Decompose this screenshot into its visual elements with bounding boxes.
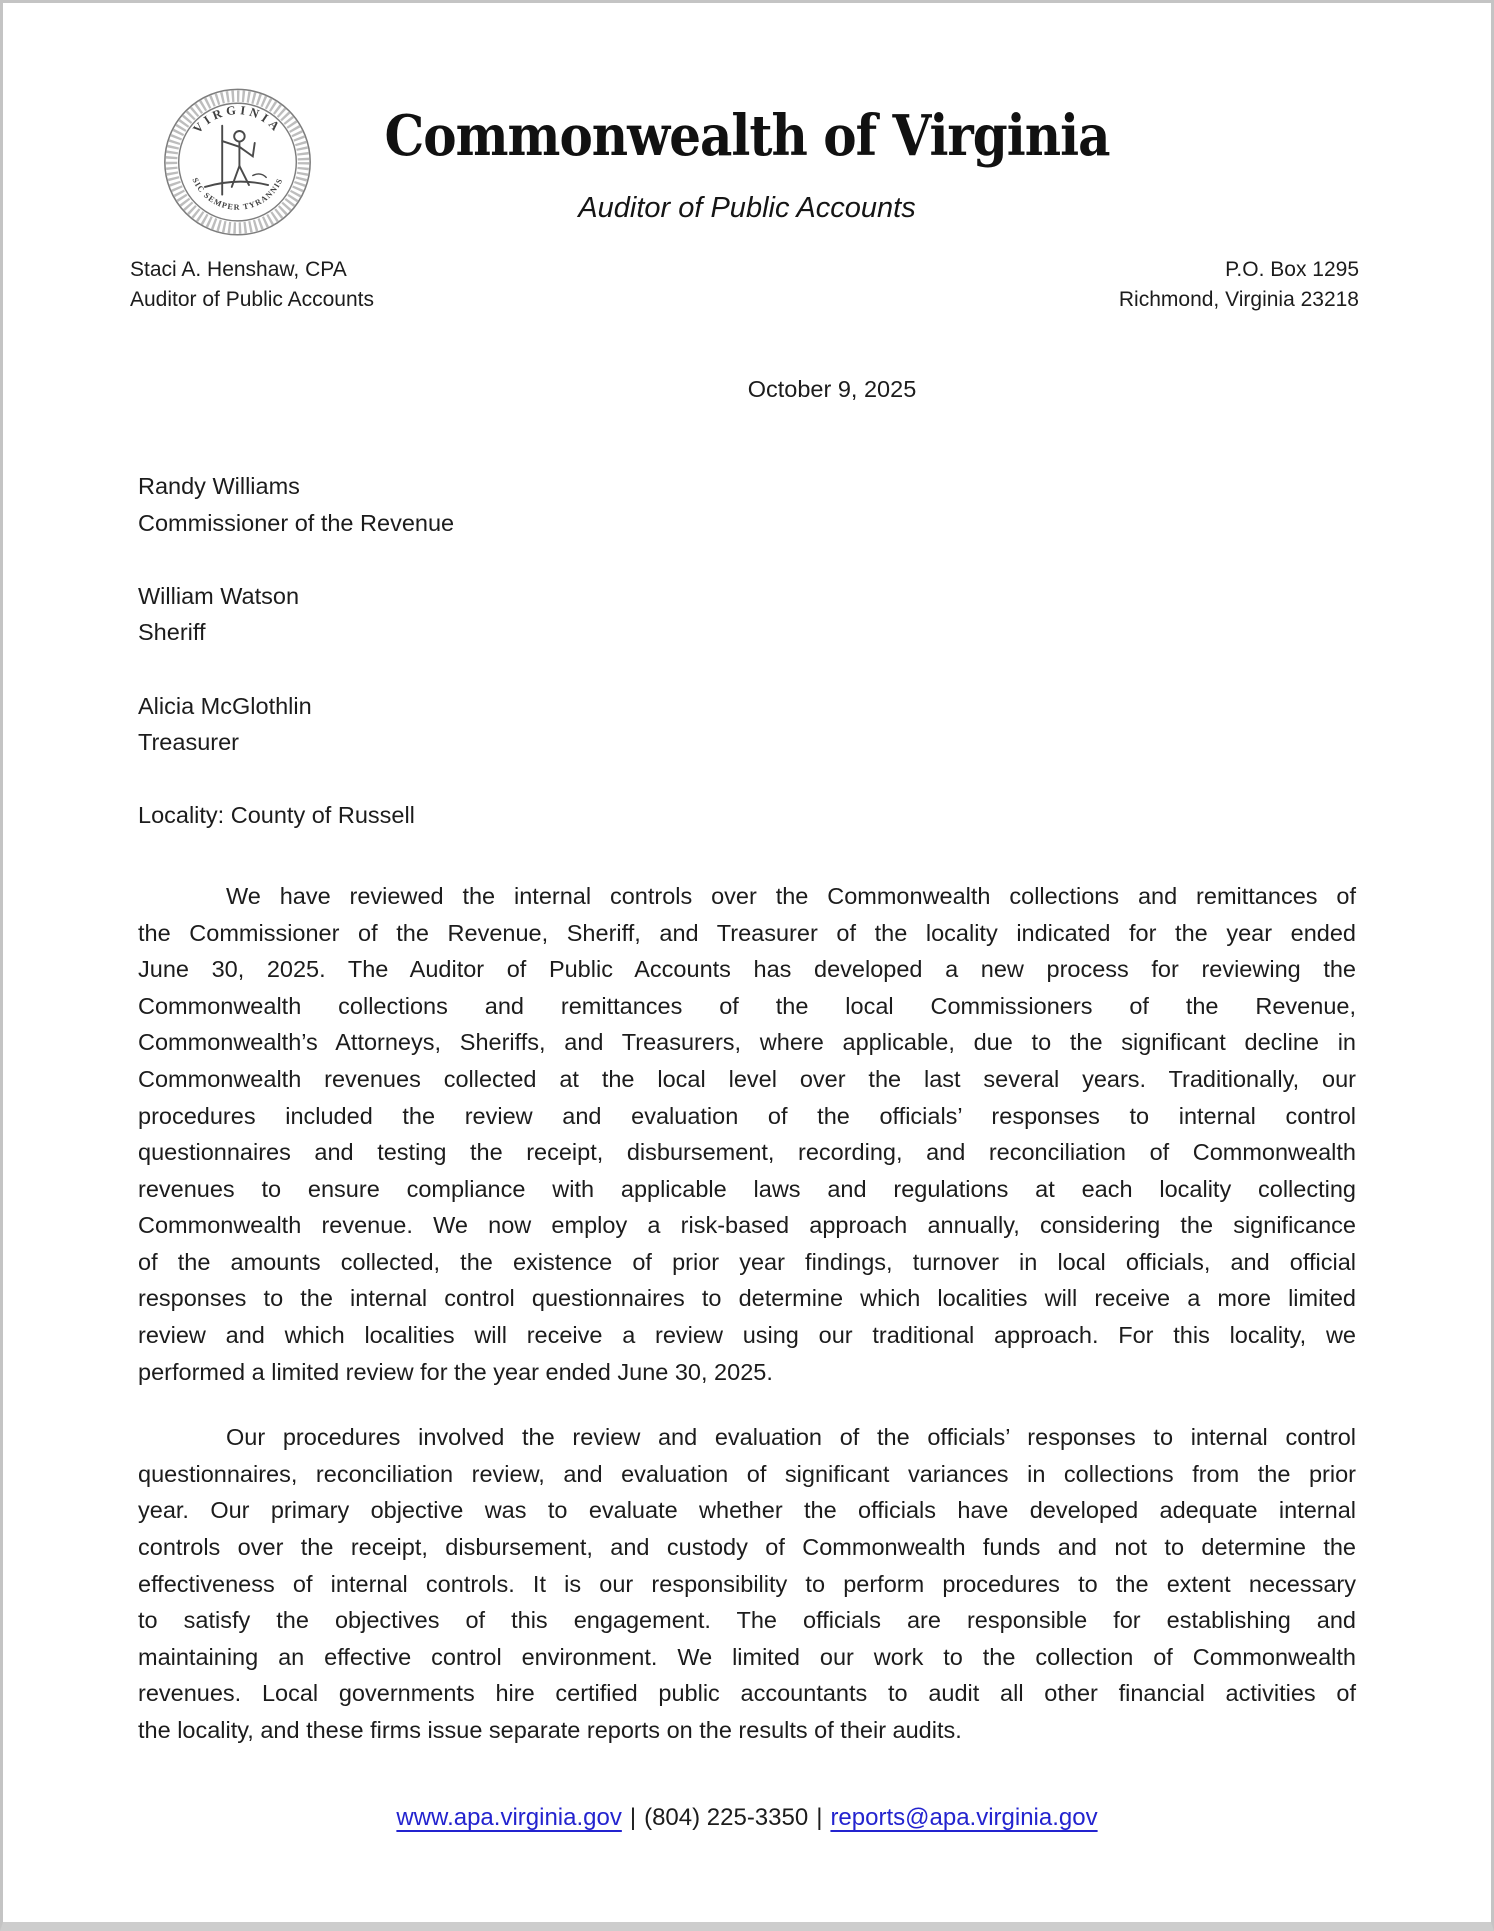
recipient-name: Randy Williams [138,473,300,499]
paragraph-line: procedures included the review and evaluation of the officials’ responses to internal control [138,1102,1356,1129]
recipient-name: William Watson [138,582,300,609]
paragraph-line: responses to the internal control questionnaires to determine which localities will receive a more limited [138,1285,1356,1312]
locality-line: Locality: County of Russell [138,802,415,829]
office-address-block [1119,255,1359,315]
recipient-block [138,688,1491,761]
paragraph-line: questionnaires, reconciliation review, and evaluation of significant variances in collections from the prior [138,1460,1356,1487]
date-line [3,371,1491,408]
email-link[interactable]: reports@apa.virginia.gov [830,1803,1098,1831]
recipient-block [138,578,1491,651]
letter-body [138,878,1356,1749]
paragraph-line: questionnaires and testing the receipt, disbursement, recording, and reconciliation of Commonwealth [138,1139,1356,1166]
paragraph-line: performed a limited review for the year ended June 30, 2025. [138,1358,773,1385]
paragraph-line: June 30, 2025. The Auditor of Public Accounts has developed a new process for reviewing the [138,956,1356,983]
paragraph-2 [138,1419,1356,1748]
recipient-name: Alicia McGlothlin [138,692,312,719]
recipient-title: Commissioner of the Revenue [138,509,455,536]
paragraph-line: of the amounts collected, the existence of prior year findings, turnover in local officials, and official [138,1248,1356,1275]
paragraph-line: controls over the receipt, disbursement, and custody of Commonwealth funds and not to determine the [138,1534,1356,1561]
seal-virginia-text: VIRGINIA [190,102,285,137]
recipient-block [138,468,1491,541]
paragraph-line: maintaining an effective control environment. We limited our work to the collection of Commonwealth [138,1643,1356,1670]
recipient-list [138,468,1491,761]
letterhead-info-row [3,255,1491,315]
paragraph-line: revenues. Local governments hire certified public accountants to audit all other financial activities of [138,1680,1356,1707]
paragraph-line: Commonwealth collections and remittances of the local Commissioners of the Revenue, [138,992,1356,1019]
letter-date: October 9, 2025 [747,376,917,402]
auditor-name: Staci A. Henshaw, CPA [130,258,347,281]
paragraph-line: Commonwealth revenue. We now employ a risk-based approach annually, considering the significance [138,1212,1356,1239]
footer-separator: | [816,1803,823,1831]
website-link[interactable]: www.apa.virginia.gov [396,1803,622,1831]
phone-number: (804) 225-3350 [644,1803,809,1831]
paragraph-line: year. Our primary objective was to evaluate whether the officials have developed adequate internal [138,1497,1356,1524]
paragraph-line: Our procedures involved the review and evaluation of the officials’ responses to internal control [226,1424,1356,1451]
paragraph-line: effectiveness of internal controls. It is our responsibility to perform procedures to the extent necessary [138,1570,1356,1597]
auditor-identity-block [130,255,374,315]
paragraph-line: Commonwealth’s Attorneys, Sheriffs, and Treasurers, where applicable, due to the significant decline in [138,1029,1356,1056]
paragraph-line: revenues to ensure compliance with applicable laws and regulations at each locality collecting [138,1175,1356,1202]
recipient-title: Treasurer [138,729,239,756]
recipient-title: Sheriff [138,619,206,646]
footer-contact-line [3,1799,1491,1836]
seal-motto-text: SIC SEMPER TYRANNIS [190,176,285,212]
paragraph-line: Commonwealth revenues collected at the local level over the last several years. Traditionally, our [138,1065,1356,1092]
paragraph-line: to satisfy the objectives of this engagement. The officials are responsible for establishing and [138,1607,1356,1634]
footer-separator: | [629,1803,637,1831]
paragraph-line: We have reviewed the internal controls over the Commonwealth collections and remittances of [226,882,1356,909]
paragraph-line: review and which localities will receive a review using our traditional approach. For this locality, we [138,1322,1356,1349]
letterhead-title: Commonwealth of Virginia [384,102,1110,169]
auditor-title: Auditor of Public Accounts [130,288,374,311]
address-city-state-zip: Richmond, Virginia 23218 [1118,288,1359,311]
letterhead-subtitle: Auditor of Public Accounts [578,192,916,224]
address-po-box: P.O. Box 1295 [1225,258,1359,281]
paragraph-line: the Commissioner of the Revenue, Sheriff, and Treasurer of the locality indicated for the year ended [138,919,1356,946]
paragraph-line: the locality, and these firms issue separate reports on the results of their audits. [138,1717,962,1743]
paragraph-1 [138,878,1356,1390]
